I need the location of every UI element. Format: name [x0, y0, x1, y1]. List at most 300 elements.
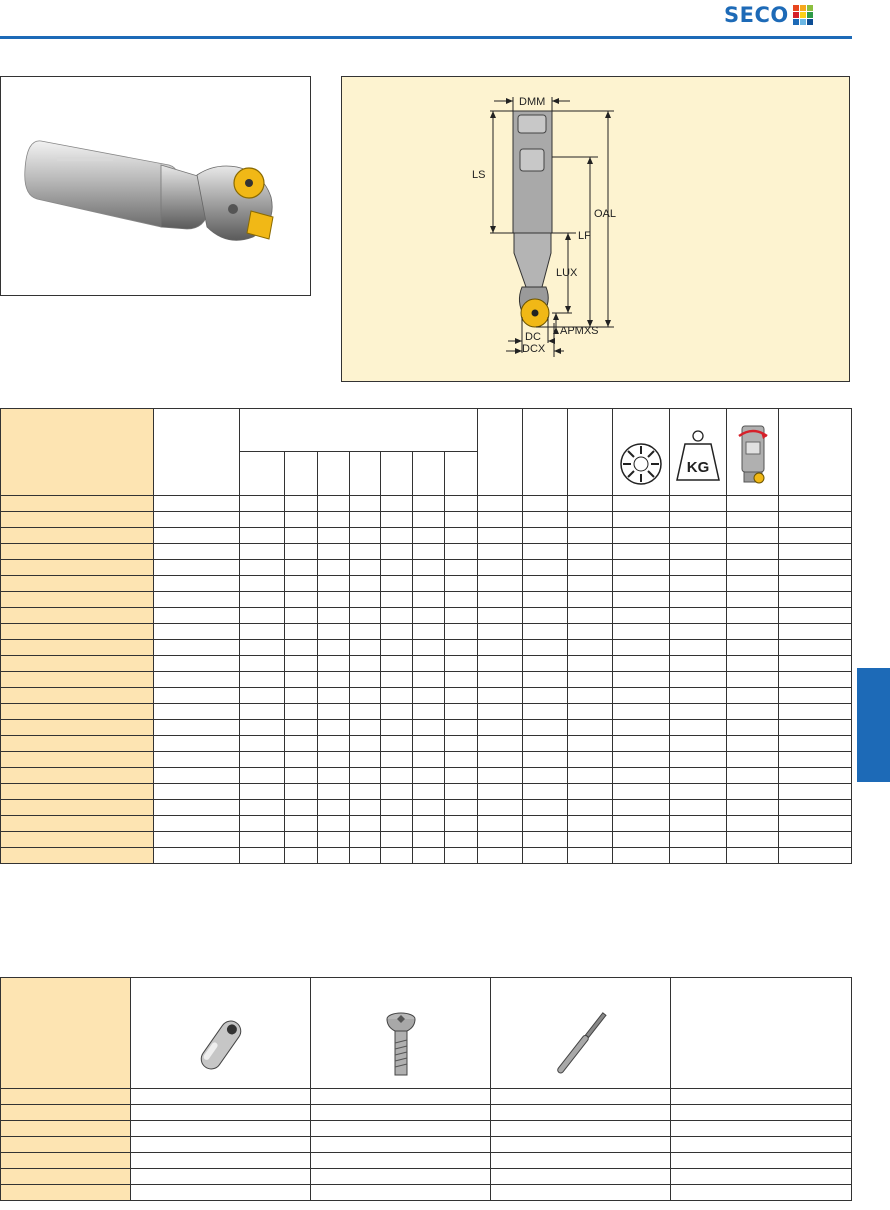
table-row	[1, 656, 852, 672]
insert-rotation-icon	[735, 422, 771, 486]
table-cell	[381, 688, 413, 704]
table-cell	[671, 1153, 852, 1169]
table-cell	[350, 784, 381, 800]
table-cell	[131, 1169, 311, 1185]
table-cell	[240, 816, 285, 832]
table-cell	[478, 592, 523, 608]
table-cell	[568, 800, 613, 816]
table-cell	[318, 640, 350, 656]
table-cell	[523, 512, 568, 528]
logo-mark-square	[800, 12, 806, 18]
end-mill-drawing	[342, 77, 851, 383]
accessory-table	[0, 977, 852, 1201]
table-cell	[779, 544, 852, 560]
logo-mark-square	[800, 5, 806, 11]
logo-mark-square	[793, 5, 799, 11]
table-cell	[154, 704, 240, 720]
table-cell	[413, 544, 445, 560]
designation-cell	[1, 688, 154, 704]
table-cell	[478, 672, 523, 688]
table-cell	[613, 624, 670, 640]
logo-mark-square	[800, 19, 806, 25]
table-cell	[240, 720, 285, 736]
table-row	[1, 1153, 852, 1169]
designation-cell	[1, 1121, 131, 1137]
designation-cell	[1, 768, 154, 784]
table-row	[1, 768, 852, 784]
label-dmm: DMM	[519, 96, 546, 108]
table-cell	[154, 512, 240, 528]
product-photo	[0, 76, 311, 296]
header-weight-cell	[670, 409, 727, 496]
table-cell	[613, 512, 670, 528]
table-row	[1, 752, 852, 768]
table-cell	[381, 672, 413, 688]
designation-cell	[1, 672, 154, 688]
label-oal: OAL	[594, 208, 617, 220]
header-rule	[0, 36, 852, 39]
subheader-cell	[285, 452, 318, 496]
table-cell	[154, 576, 240, 592]
table-cell	[381, 768, 413, 784]
table-row	[1, 800, 852, 816]
subheader-cell	[318, 452, 350, 496]
table-cell	[491, 1169, 671, 1185]
table-cell	[478, 608, 523, 624]
table-cell	[240, 688, 285, 704]
table-cell	[240, 800, 285, 816]
table-cell	[285, 848, 318, 864]
table-cell	[285, 576, 318, 592]
designation-cell	[1, 1153, 131, 1169]
table-cell	[445, 608, 478, 624]
table-row	[1, 1105, 852, 1121]
table-cell	[779, 672, 852, 688]
accessory-header-cell	[671, 978, 852, 1089]
table-cell	[727, 512, 779, 528]
designation-cell	[1, 528, 154, 544]
table-cell	[350, 720, 381, 736]
table-cell	[413, 736, 445, 752]
table-cell	[478, 832, 523, 848]
table-cell	[779, 576, 852, 592]
table-cell	[670, 608, 727, 624]
table-cell	[318, 720, 350, 736]
table-cell	[381, 528, 413, 544]
table-cell	[670, 544, 727, 560]
table-cell	[413, 672, 445, 688]
table-cell	[350, 736, 381, 752]
table-cell	[779, 704, 852, 720]
designation-cell	[1, 512, 154, 528]
table-cell	[671, 1137, 852, 1153]
table-cell	[445, 720, 478, 736]
table-cell	[154, 544, 240, 560]
table-cell	[523, 656, 568, 672]
table-cell	[523, 736, 568, 752]
table-cell	[381, 496, 413, 512]
table-cell	[670, 688, 727, 704]
table-cell	[613, 544, 670, 560]
table-cell	[285, 720, 318, 736]
table-cell	[568, 816, 613, 832]
table-cell	[478, 768, 523, 784]
table-cell	[318, 832, 350, 848]
accessory-header-designation-cell	[1, 978, 131, 1089]
table-row	[1, 1169, 852, 1185]
table-cell	[779, 832, 852, 848]
designation-cell	[1, 656, 154, 672]
designation-cell	[1, 784, 154, 800]
table-cell	[727, 496, 779, 512]
table-cell	[779, 592, 852, 608]
table-cell	[779, 736, 852, 752]
table-cell	[568, 672, 613, 688]
designation-cell	[1, 1105, 131, 1121]
table-cell	[523, 832, 568, 848]
table-cell	[381, 816, 413, 832]
table-cell	[445, 752, 478, 768]
table-cell	[445, 816, 478, 832]
table-cell	[568, 592, 613, 608]
table-row	[1, 608, 852, 624]
table-cell	[478, 848, 523, 864]
table-cell	[445, 640, 478, 656]
header-cell	[779, 409, 852, 496]
designation-cell	[1, 544, 154, 560]
table-cell	[523, 752, 568, 768]
table-cell	[413, 816, 445, 832]
table-cell	[445, 656, 478, 672]
table-cell	[491, 1121, 671, 1137]
table-cell	[478, 736, 523, 752]
table-cell	[727, 576, 779, 592]
table-cell	[381, 752, 413, 768]
table-cell	[779, 496, 852, 512]
table-cell	[568, 544, 613, 560]
table-cell	[154, 736, 240, 752]
table-cell	[318, 608, 350, 624]
table-cell	[568, 624, 613, 640]
table-cell	[413, 560, 445, 576]
table-cell	[613, 560, 670, 576]
table-cell	[478, 800, 523, 816]
table-cell	[478, 560, 523, 576]
table-cell	[727, 832, 779, 848]
table-cell	[445, 560, 478, 576]
table-cell	[413, 784, 445, 800]
table-cell	[413, 800, 445, 816]
table-cell	[568, 720, 613, 736]
designation-cell	[1, 1169, 131, 1185]
table-cell	[285, 752, 318, 768]
table-cell	[523, 704, 568, 720]
table-cell	[445, 688, 478, 704]
table-cell	[285, 592, 318, 608]
table-cell	[318, 512, 350, 528]
table-cell	[613, 800, 670, 816]
table-cell	[779, 720, 852, 736]
designation-cell	[1, 832, 154, 848]
table-cell	[478, 512, 523, 528]
product-table	[0, 408, 852, 864]
table-cell	[285, 800, 318, 816]
table-cell	[779, 848, 852, 864]
designation-cell	[1, 736, 154, 752]
table-cell	[318, 560, 350, 576]
table-cell	[131, 1105, 311, 1121]
table-cell	[523, 688, 568, 704]
table-cell	[318, 848, 350, 864]
label-dc: DC	[525, 331, 541, 343]
table-cell	[445, 768, 478, 784]
table-cell	[613, 752, 670, 768]
table-cell	[154, 528, 240, 544]
table-cell	[568, 784, 613, 800]
table-cell	[523, 624, 568, 640]
table-cell	[350, 512, 381, 528]
table-cell	[779, 784, 852, 800]
table-cell	[350, 752, 381, 768]
table-row	[1, 848, 852, 864]
table-cell	[154, 816, 240, 832]
table-cell	[445, 784, 478, 800]
table-cell	[727, 624, 779, 640]
table-cell	[445, 832, 478, 848]
weight-icon-text: KG	[686, 459, 710, 476]
table-cell	[240, 656, 285, 672]
table-cell	[670, 592, 727, 608]
table-cell	[613, 720, 670, 736]
table-cell	[671, 1121, 852, 1137]
table-cell	[670, 736, 727, 752]
table-cell	[445, 512, 478, 528]
table-cell	[240, 592, 285, 608]
table-cell	[727, 528, 779, 544]
table-cell	[318, 688, 350, 704]
designation-cell	[1, 592, 154, 608]
table-cell	[240, 704, 285, 720]
table-cell	[413, 512, 445, 528]
table-cell	[240, 528, 285, 544]
table-cell	[350, 624, 381, 640]
table-cell	[154, 848, 240, 864]
table-cell	[670, 816, 727, 832]
subheader-cell	[381, 452, 413, 496]
table-cell	[613, 768, 670, 784]
table-cell	[727, 720, 779, 736]
table-cell	[311, 1169, 491, 1185]
table-cell	[154, 688, 240, 704]
table-cell	[154, 608, 240, 624]
table-cell	[478, 656, 523, 672]
table-cell	[350, 768, 381, 784]
designation-cell	[1, 1089, 131, 1105]
header-cell	[478, 409, 523, 496]
header-cell	[154, 409, 240, 496]
designation-cell	[1, 1137, 131, 1153]
designation-cell	[1, 848, 154, 864]
table-cell	[285, 704, 318, 720]
table-row	[1, 624, 852, 640]
table-cell	[670, 800, 727, 816]
table-cell	[671, 1089, 852, 1105]
table-cell	[491, 1185, 671, 1201]
table-cell	[670, 560, 727, 576]
table-cell	[311, 1105, 491, 1121]
table-cell	[131, 1153, 311, 1169]
table-cell	[445, 592, 478, 608]
table-cell	[154, 592, 240, 608]
table-cell	[285, 672, 318, 688]
accessory-header-key-cell	[491, 978, 671, 1089]
table-cell	[670, 832, 727, 848]
table-cell	[491, 1105, 671, 1121]
table-cell	[131, 1121, 311, 1137]
table-cell	[727, 736, 779, 752]
table-cell	[285, 640, 318, 656]
table-cell	[613, 784, 670, 800]
table-cell	[523, 528, 568, 544]
table-cell	[568, 832, 613, 848]
table-cell	[727, 592, 779, 608]
table-cell	[154, 720, 240, 736]
table-cell	[131, 1185, 311, 1201]
table-cell	[350, 832, 381, 848]
table-cell	[613, 496, 670, 512]
table-cell	[727, 784, 779, 800]
table-row	[1, 640, 852, 656]
table-cell	[350, 560, 381, 576]
table-row	[1, 832, 852, 848]
table-cell	[413, 608, 445, 624]
table-cell	[478, 720, 523, 736]
label-apmxs: APMXS	[560, 325, 599, 337]
table-cell	[727, 656, 779, 672]
table-cell	[670, 576, 727, 592]
table-cell	[285, 608, 318, 624]
table-row	[1, 576, 852, 592]
table-cell	[671, 1169, 852, 1185]
designation-cell	[1, 816, 154, 832]
table-row	[1, 1185, 852, 1201]
table-cell	[779, 816, 852, 832]
table-cell	[568, 560, 613, 576]
table-cell	[523, 496, 568, 512]
table-cell	[413, 640, 445, 656]
table-cell	[285, 816, 318, 832]
table-row	[1, 512, 852, 528]
table-cell	[670, 672, 727, 688]
table-cell	[779, 512, 852, 528]
header-cell	[523, 409, 568, 496]
table-cell	[154, 672, 240, 688]
table-cell	[523, 816, 568, 832]
table-cell	[523, 672, 568, 688]
table-cell	[523, 848, 568, 864]
table-cell	[478, 576, 523, 592]
table-cell	[523, 544, 568, 560]
table-cell	[568, 608, 613, 624]
subheader-cell	[240, 452, 285, 496]
table-cell	[381, 560, 413, 576]
table-cell	[413, 592, 445, 608]
table-cell	[350, 688, 381, 704]
table-cell	[381, 784, 413, 800]
designation-cell	[1, 560, 154, 576]
table-cell	[240, 768, 285, 784]
designation-cell	[1, 496, 154, 512]
table-cell	[154, 624, 240, 640]
table-cell	[779, 560, 852, 576]
table-cell	[413, 576, 445, 592]
table-cell	[671, 1105, 852, 1121]
table-cell	[413, 656, 445, 672]
table-cell	[240, 640, 285, 656]
table-row	[1, 688, 852, 704]
table-cell	[381, 656, 413, 672]
table-cell	[670, 496, 727, 512]
table-cell	[568, 688, 613, 704]
table-cell	[413, 720, 445, 736]
table-cell	[491, 1137, 671, 1153]
table-cell	[727, 816, 779, 832]
table-row	[1, 784, 852, 800]
table-row	[1, 560, 852, 576]
table-cell	[523, 720, 568, 736]
table-cell	[613, 848, 670, 864]
seco-logo	[724, 4, 813, 26]
table-cell	[154, 832, 240, 848]
table-cell	[311, 1137, 491, 1153]
table-cell	[670, 640, 727, 656]
table-cell	[311, 1185, 491, 1201]
table-cell	[727, 560, 779, 576]
table-cell	[381, 640, 413, 656]
table-cell	[285, 688, 318, 704]
table-cell	[478, 752, 523, 768]
table-cell	[568, 848, 613, 864]
table-cell	[727, 640, 779, 656]
table-cell	[131, 1137, 311, 1153]
table-cell	[285, 496, 318, 512]
table-cell	[318, 704, 350, 720]
table-cell	[381, 720, 413, 736]
table-cell	[240, 560, 285, 576]
table-cell	[240, 544, 285, 560]
table-cell	[491, 1153, 671, 1169]
table-cell	[413, 752, 445, 768]
dimension-diagram	[341, 76, 850, 382]
table-cell	[523, 640, 568, 656]
table-cell	[350, 496, 381, 512]
table-row	[1, 528, 852, 544]
table-cell	[613, 656, 670, 672]
table-cell	[381, 576, 413, 592]
table-cell	[154, 768, 240, 784]
table-cell	[381, 832, 413, 848]
table-cell	[285, 512, 318, 528]
table-cell	[445, 672, 478, 688]
header-designation-cell	[1, 409, 154, 496]
table-cell	[670, 704, 727, 720]
table-cell	[318, 816, 350, 832]
table-row	[1, 704, 852, 720]
table-cell	[285, 784, 318, 800]
table-cell	[381, 624, 413, 640]
table-cell	[568, 640, 613, 656]
table-cell	[445, 800, 478, 816]
